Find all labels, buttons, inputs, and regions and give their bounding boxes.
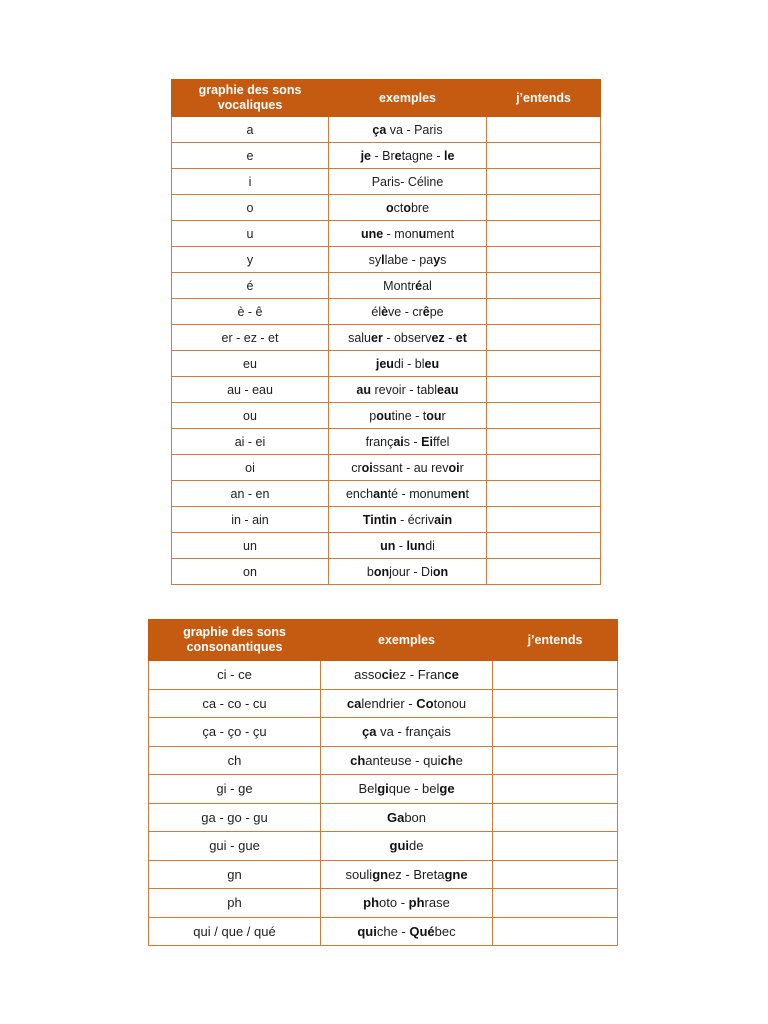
jentends-cell[interactable]: [487, 377, 601, 403]
example-text: Montr: [383, 278, 416, 293]
highlighted-letters: ain: [434, 512, 453, 527]
exemple-cell: [329, 169, 487, 195]
exemple-cell: [329, 533, 487, 559]
graphie-cell: qui / que / qué: [149, 917, 321, 946]
highlighted-letters: ch: [350, 752, 366, 768]
example-text: tagne -: [401, 148, 444, 163]
table-row: [149, 661, 618, 690]
graphie-cell: e: [172, 143, 329, 169]
highlighted-letters: ca: [346, 695, 362, 711]
consonant-table-header-row: [149, 620, 618, 661]
exemple-cell: [329, 273, 487, 299]
graphie-cell: on: [172, 559, 329, 585]
table-row: [172, 481, 601, 507]
exemple-cell: [329, 117, 487, 143]
jentends-cell[interactable]: [487, 455, 601, 481]
example-text: ez - Fran: [392, 667, 445, 683]
highlighted-letters: gui: [389, 838, 410, 854]
exemple-cell: [329, 247, 487, 273]
highlighted-letters: lun: [406, 538, 426, 553]
highlighted-letters: ce: [444, 667, 459, 683]
example-text: ench: [345, 486, 374, 501]
jentends-cell[interactable]: [493, 718, 618, 747]
example-text: p: [369, 408, 377, 423]
graphie-cell: in - ain: [172, 507, 329, 533]
exemple-cell: [329, 351, 487, 377]
graphie-cell: an - en: [172, 481, 329, 507]
highlighted-letters: oi: [448, 460, 460, 475]
graphie-cell: gi - ge: [149, 775, 321, 804]
highlighted-letters: on: [373, 564, 390, 579]
table-row: [149, 860, 618, 889]
example-text: s: [440, 252, 447, 267]
exemple-cell: [321, 661, 493, 690]
example-text: Bel: [358, 781, 378, 797]
exemple-cell: [329, 403, 487, 429]
highlighted-letters: ou: [426, 408, 442, 423]
highlighted-letters: un: [380, 538, 396, 553]
highlighted-letters: Co: [416, 695, 434, 711]
table-row: [172, 377, 601, 403]
jentends-cell[interactable]: [487, 273, 601, 299]
highlighted-letters: u: [418, 226, 427, 241]
jentends-cell[interactable]: [493, 661, 618, 690]
exemple-cell: [329, 559, 487, 585]
exemple-cell: [329, 299, 487, 325]
graphie-cell: a: [172, 117, 329, 143]
exemple-cell: [329, 507, 487, 533]
example-text: cr: [351, 460, 362, 475]
example-text: che -: [376, 923, 410, 939]
highlighted-letters: é: [415, 278, 423, 293]
exemple-cell: [321, 889, 493, 918]
highlighted-letters: o: [403, 200, 411, 215]
header-jentends: j’entends: [487, 80, 601, 117]
jentends-cell[interactable]: [487, 533, 601, 559]
example-text: r: [441, 408, 446, 423]
header-jentends: j’entends: [493, 620, 618, 661]
highlighted-letters: eu: [424, 356, 440, 371]
header-exemples: exemples: [321, 620, 493, 661]
header-graphie: graphie des sons consonantiques: [149, 620, 321, 661]
jentends-cell[interactable]: [493, 889, 618, 918]
exemple-cell: [329, 221, 487, 247]
table-row: [172, 403, 601, 429]
jentends-cell[interactable]: [493, 917, 618, 946]
table-row: [149, 746, 618, 775]
highlighted-letters: ça: [372, 122, 387, 137]
exemple-cell: [321, 775, 493, 804]
example-text: salu: [348, 330, 372, 345]
highlighted-letters: ou: [376, 408, 392, 423]
highlighted-letters: ê: [422, 304, 430, 319]
highlighted-letters: ez: [431, 330, 445, 345]
table-row: [172, 507, 601, 533]
jentends-cell[interactable]: [493, 832, 618, 861]
highlighted-letters: eau: [437, 382, 459, 397]
highlighted-letters: Tintin: [362, 512, 397, 527]
highlighted-letters: er: [371, 330, 383, 345]
example-text: té: [387, 486, 399, 501]
jentends-cell[interactable]: [487, 117, 601, 143]
exemple-cell: [329, 429, 487, 455]
consonant-sounds-table: [148, 619, 618, 946]
example-text: franç: [365, 434, 394, 449]
example-text: jour - Di: [389, 564, 433, 579]
example-text: t: [465, 486, 469, 501]
table-row: [172, 221, 601, 247]
graphie-cell: ci - ce: [149, 661, 321, 690]
highlighted-letters: o: [385, 200, 394, 215]
exemple-cell: [321, 718, 493, 747]
example-text: - observ: [382, 330, 432, 345]
jentends-cell[interactable]: [487, 221, 601, 247]
jentends-cell[interactable]: [493, 746, 618, 775]
jentends-cell[interactable]: [493, 803, 618, 832]
exemple-cell: [329, 325, 487, 351]
example-text: ve - cr: [388, 304, 423, 319]
table-row: [149, 718, 618, 747]
graphie-cell: é: [172, 273, 329, 299]
jentends-cell[interactable]: [487, 351, 601, 377]
graphie-cell: u: [172, 221, 329, 247]
highlighted-letters: oi: [361, 460, 373, 475]
table-row: [172, 429, 601, 455]
example-text: tine - t: [391, 408, 427, 423]
header-graphie: graphie des sons vocaliques: [172, 80, 329, 117]
graphie-cell: gui - gue: [149, 832, 321, 861]
example-text: e: [455, 752, 463, 768]
header-exemples: exemples: [329, 80, 487, 117]
example-text: ssant - au rev: [372, 460, 449, 475]
highlighted-letters: on: [432, 564, 449, 579]
example-text: va - Paris: [386, 122, 443, 137]
highlighted-letters: le: [443, 148, 455, 163]
highlighted-letters: gne: [444, 866, 468, 882]
table-row: [172, 169, 601, 195]
jentends-cell[interactable]: [487, 429, 601, 455]
example-text: bon: [404, 809, 427, 825]
example-text: s -: [403, 434, 422, 449]
graphie-cell: ou: [172, 403, 329, 429]
jentends-cell[interactable]: [487, 247, 601, 273]
highlighted-letters: gi: [377, 781, 389, 797]
exemple-cell: [329, 377, 487, 403]
example-text: asso: [354, 667, 382, 683]
jentends-cell[interactable]: [487, 195, 601, 221]
highlighted-letters: une: [360, 226, 384, 241]
table-row: [172, 559, 601, 585]
jentends-cell[interactable]: [493, 689, 618, 718]
highlighted-letters: ge: [439, 781, 455, 797]
table-row: [149, 889, 618, 918]
exemple-cell: [321, 689, 493, 718]
highlighted-letters: au: [356, 382, 372, 397]
table-row: [149, 832, 618, 861]
graphie-cell: er - ez - et: [172, 325, 329, 351]
graphie-cell: ph: [149, 889, 321, 918]
highlighted-letters: ci: [381, 667, 393, 683]
table-row: [149, 689, 618, 718]
example-text: - mon: [383, 226, 419, 241]
table-row: [172, 273, 601, 299]
exemple-cell: [321, 917, 493, 946]
example-text: - Br: [371, 148, 395, 163]
highlighted-letters: ça: [362, 724, 377, 740]
highlighted-letters: Ga: [386, 809, 405, 825]
highlighted-letters: ai: [393, 434, 404, 449]
graphie-cell: au - eau: [172, 377, 329, 403]
example-text: - écriv: [396, 512, 435, 527]
highlighted-letters: an: [373, 486, 388, 501]
jentends-cell[interactable]: [487, 325, 601, 351]
jentends-cell[interactable]: [487, 559, 601, 585]
graphie-cell: ch: [149, 746, 321, 775]
table-row: [172, 351, 601, 377]
graphie-cell: un: [172, 533, 329, 559]
example-text: rase: [424, 895, 450, 911]
example-text: lendrier -: [361, 695, 417, 711]
jentends-cell[interactable]: [487, 143, 601, 169]
graphie-cell: i: [172, 169, 329, 195]
vowel-sounds-table: [171, 79, 601, 585]
example-text: bre: [410, 200, 430, 215]
jentends-cell[interactable]: [493, 775, 618, 804]
exemple-cell: [329, 195, 487, 221]
example-text: labe - pa: [384, 252, 434, 267]
graphie-cell: o: [172, 195, 329, 221]
example-text: é: [371, 304, 379, 319]
graphie-cell: y: [172, 247, 329, 273]
example-text: va - français: [376, 724, 451, 740]
table-row: [172, 299, 601, 325]
example-text: de: [409, 838, 424, 854]
highlighted-letters: è: [381, 304, 389, 319]
highlighted-letters: ph: [408, 895, 425, 911]
highlighted-letters: en: [450, 486, 466, 501]
example-text: ffel: [432, 434, 450, 449]
highlighted-letters: je: [360, 148, 372, 163]
exemple-cell: [321, 832, 493, 861]
graphie-cell: ga - go - gu: [149, 803, 321, 832]
table-row: [149, 917, 618, 946]
table-row: [172, 533, 601, 559]
table-row: [172, 325, 601, 351]
example-text: di - bl: [393, 356, 425, 371]
example-text: tonou: [433, 695, 467, 711]
example-text: souli: [345, 866, 373, 882]
example-text: Paris- Céline: [371, 174, 444, 189]
graphie-cell: ça - ço - çu: [149, 718, 321, 747]
highlighted-letters: ph: [363, 895, 380, 911]
highlighted-letters: jeu: [375, 356, 394, 371]
example-text: ment: [426, 226, 455, 241]
highlighted-letters: ch: [440, 752, 456, 768]
table-row: [172, 247, 601, 273]
example-text: - monum: [398, 486, 451, 501]
example-text: ct: [393, 200, 404, 215]
jentends-cell[interactable]: [487, 481, 601, 507]
example-text: di: [425, 538, 435, 553]
example-text: -: [395, 538, 407, 553]
table-row: [172, 455, 601, 481]
example-text: ez - Breta: [388, 866, 445, 882]
example-text: al: [422, 278, 432, 293]
jentends-cell[interactable]: [487, 403, 601, 429]
example-text: anteuse - qui: [365, 752, 441, 768]
example-text: sy: [368, 252, 382, 267]
example-text: que - bel: [388, 781, 440, 797]
exemple-cell: [329, 143, 487, 169]
highlighted-letters: e: [394, 148, 402, 163]
exemple-cell: [329, 455, 487, 481]
highlighted-letters: et: [455, 330, 467, 345]
example-text: revoir - tabl: [371, 382, 438, 397]
graphie-cell: è - ê: [172, 299, 329, 325]
table-row: [172, 195, 601, 221]
table-row: [149, 803, 618, 832]
example-text: oto -: [379, 895, 409, 911]
example-text: pe: [429, 304, 444, 319]
example-text: l: [378, 304, 382, 319]
table-row: [149, 775, 618, 804]
vowel-table-header-row: [172, 80, 601, 117]
graphie-cell: eu: [172, 351, 329, 377]
exemple-cell: [321, 860, 493, 889]
exemple-cell: [329, 481, 487, 507]
graphie-cell: ai - ei: [172, 429, 329, 455]
graphie-cell: ca - co - cu: [149, 689, 321, 718]
graphie-cell: oi: [172, 455, 329, 481]
highlighted-letters: Ei: [421, 434, 433, 449]
example-text: bec: [434, 923, 456, 939]
highlighted-letters: l: [381, 252, 385, 267]
highlighted-letters: qui: [357, 923, 377, 939]
highlighted-letters: y: [433, 252, 441, 267]
jentends-cell[interactable]: [493, 860, 618, 889]
exemple-cell: [321, 803, 493, 832]
jentends-cell[interactable]: [487, 169, 601, 195]
example-text: r: [459, 460, 464, 475]
example-text: b: [366, 564, 374, 579]
example-text: -: [444, 330, 456, 345]
jentends-cell[interactable]: [487, 299, 601, 325]
jentends-cell[interactable]: [487, 507, 601, 533]
graphie-cell: gn: [149, 860, 321, 889]
table-row: [172, 143, 601, 169]
table-row: [172, 117, 601, 143]
highlighted-letters: Qué: [409, 923, 435, 939]
highlighted-letters: gn: [372, 866, 389, 882]
exemple-cell: [321, 746, 493, 775]
